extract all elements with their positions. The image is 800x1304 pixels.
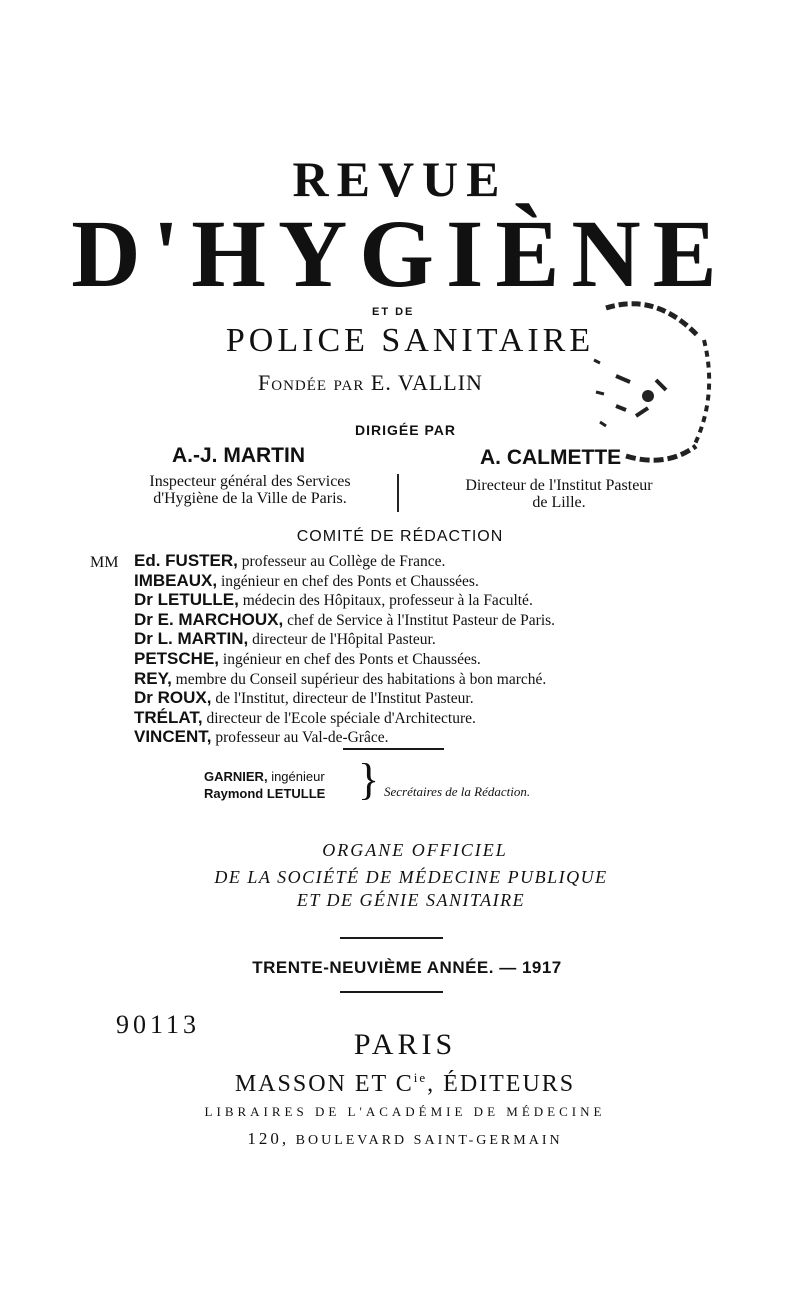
secretaries-label: Secrétaires de la Rédaction.: [384, 784, 531, 799]
committee-member: IMBEAUX, ingénieur en chef des Ponts et Chaussées.: [134, 570, 479, 590]
organe-line-2: DE LA SOCIÉTÉ DE MÉDECINE PUBLIQUE: [214, 867, 608, 887]
committee-member: TRÉLAT, directeur de l'Ecole spéciale d'Architecture.: [134, 707, 476, 727]
founder-name: E. VALLIN: [370, 370, 483, 395]
directed-by-label: DIRIGÉE PAR: [355, 422, 456, 438]
organe-line-1: ORGANE OFFICIEL: [322, 840, 508, 860]
divider-rule: [343, 748, 444, 750]
director-1-line-2: d'Hygiène de la Ville de Paris.: [153, 490, 347, 507]
year-line: TRENTE-NEUVIÈME ANNÉE. — 1917: [252, 958, 562, 977]
committee-member: Ed. FUSTER, professeur au Collège de France.: [134, 551, 446, 570]
divider-rule: [340, 991, 443, 993]
director-2-line-1: Directeur de l'Institut Pasteur: [465, 477, 653, 494]
revue-title: REVUE: [292, 151, 508, 207]
founder-line: [258, 370, 483, 396]
committee-member: REY, membre du Conseil supérieur des habitations à bon marché.: [134, 668, 547, 688]
shelfmark: 90113: [116, 1010, 201, 1039]
committee-member: Dr LETULLE, médecin des Hôpitaux, professeur à la Faculté.: [134, 590, 533, 610]
publisher-name: MASSON ET $C^{ie}$, ÉDITEURS: [234, 1070, 576, 1097]
director-2-line-2: de Lille.: [532, 494, 586, 511]
editorial-committee-title: COMITÉ DE RÉDACTION: [296, 528, 504, 545]
publisher-libraires: LIBRAIRES DE L'ACADÉMIE DE MÉDECINE: [204, 1104, 606, 1119]
secretary-2: Raymond LETULLE: [204, 786, 326, 801]
secretary-1: GARNIER, ingénieur: [204, 769, 325, 784]
et-de-label: ET DE: [372, 306, 415, 318]
founder-prefix: Fondée par: [258, 370, 365, 395]
police-sanitaire-title: POLICE SANITAIRE: [225, 322, 595, 359]
director-1-description: [110, 473, 390, 507]
director-1-name: A.-J. MARTIN: [172, 444, 305, 467]
hygiene-title: D'HYGIÈNE: [71, 200, 729, 307]
publisher-address: 120, BOULEVARD SAINT-GERMAIN: [247, 1129, 563, 1148]
committee-list: [134, 552, 774, 748]
brace-glyph: }: [358, 755, 380, 804]
secretaries-names: [204, 768, 325, 802]
organe-line-3: ET DE GÉNIE SANITAIRE: [296, 890, 526, 910]
directors-divider: [397, 474, 399, 512]
committee-member: Dr L. MARTIN, directeur de l'Hôpital Pasteur.: [134, 629, 436, 649]
committee-member: VINCENT, professeur au Val-de-Grâce.: [134, 727, 389, 747]
committee-member: Dr ROUX, de l'Institut, directeur de l'Institut Pasteur.: [134, 688, 474, 708]
committee-member: Dr E. MARCHOUX, chef de Service à l'Institut Pasteur de Paris.: [134, 609, 556, 629]
divider-rule: [340, 937, 443, 939]
library-stamp-icon: [586, 296, 716, 496]
director-1-line-1: Inspecteur général des Services: [149, 473, 351, 490]
committee-member: PETSCHE, ingénieur en chef des Ponts et Chaussées.: [134, 648, 481, 668]
publisher-city: PARIS: [353, 1028, 457, 1061]
director-2-name: A. CALMETTE: [480, 446, 622, 469]
committee-prefix: MM: [90, 554, 119, 571]
